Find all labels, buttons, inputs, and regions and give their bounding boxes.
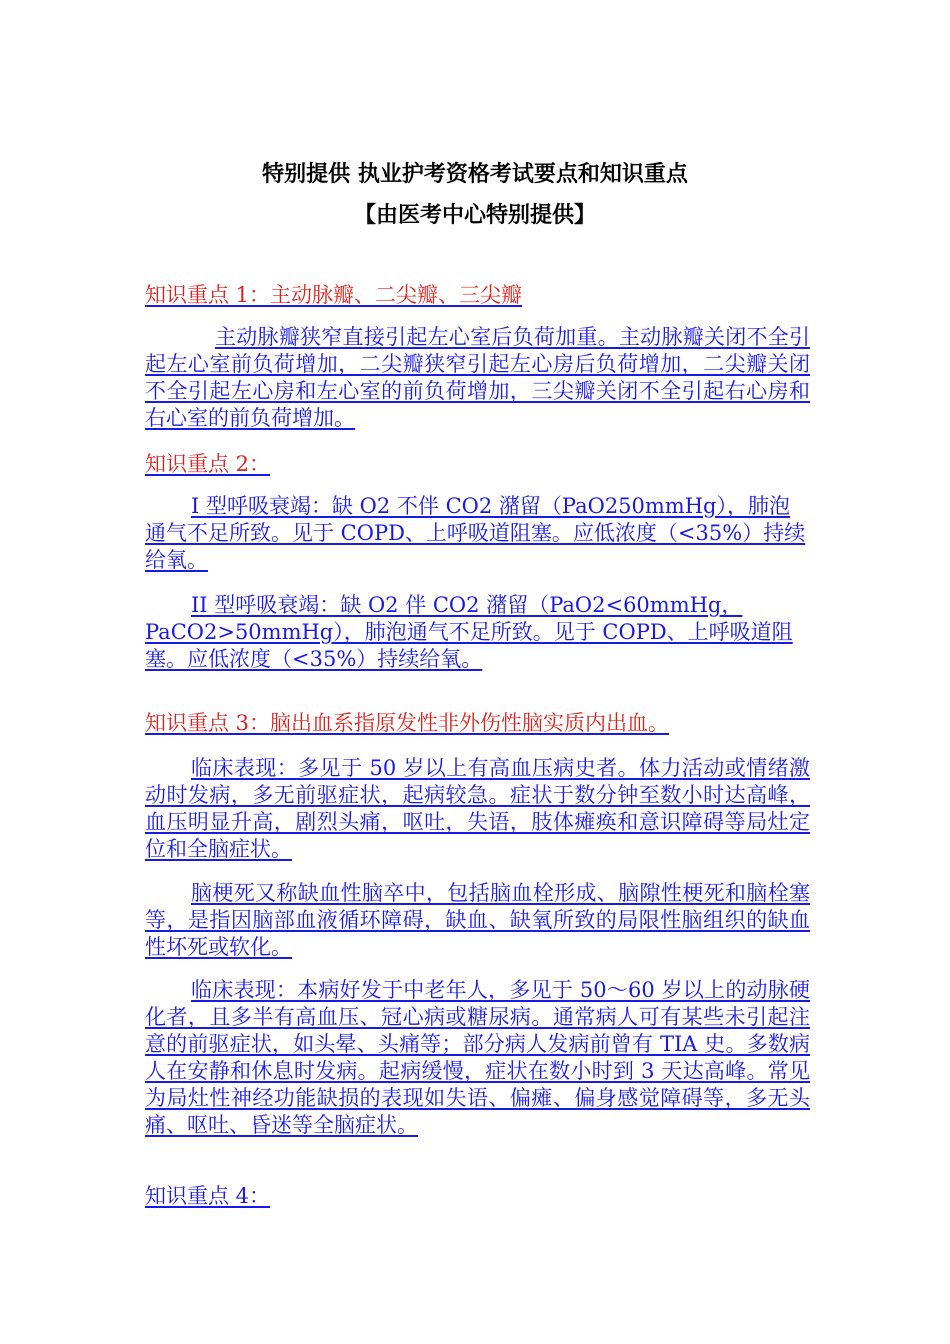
- section-2-heading[interactable]: 知识重点 2：: [145, 452, 271, 476]
- section-3-heading[interactable]: 知识重点 3：脑出血系指原发性非外伤性脑实质内出血。: [145, 711, 670, 735]
- section-3-paragraph-3[interactable]: 临床表现：本病好发于中老年人，多见于 50～60 岁以上的动脉硬化者，且多半有高血压、冠心病或糖尿病。通常病人可有某些未引起注意的前驱症状，如头晕、头痛等；部分病人发病前曾有 TIA 史。多数病人在安静和休息时发病。起病缓慢，症状在数小时到 3 天达高峰。常见为局灶性神经功能缺损的表现如失语、偏瘫、偏身感觉障碍等，多无头痛、呕吐、昏迷等全脑症状。: [145, 978, 810, 1137]
- section-3-paragraph-2[interactable]: 脑梗死又称缺血性脑卒中，包括脑血栓形成、脑隙性梗死和脑栓塞等，是指因脑部血液循环障碍，缺血、缺氧所致的局限性脑组织的缺血性坏死或软化。: [145, 881, 810, 959]
- page-title: 特别提供 执业护考资格考试要点和知识重点: [262, 162, 688, 187]
- section-2-paragraph-1[interactable]: I 型呼吸衰竭：缺 O2 不伴 CO2 潴留（PaO250mmHg），肺泡通气不足所致。见于 COPD、上呼吸道阻塞。应低浓度（<35%）持续给氧。: [145, 494, 806, 572]
- section-4-heading[interactable]: 知识重点 4：: [145, 1184, 271, 1208]
- section-2-paragraph-2[interactable]: II 型呼吸衰竭：缺 O2 伴 CO2 潴留（PaO2<60mmHg，PaCO2>50mmHg），肺泡通气不足所致。见于 COPD、上呼吸道阻塞。应低浓度（<35%）持续给氧。: [145, 593, 793, 671]
- section-1-paragraph[interactable]: 主动脉瓣狭窄直接引起左心室后负荷加重。主动脉瓣关闭不全引起左心室前负荷增加，二尖瓣狭窄引起左心房后负荷增加，二尖瓣关闭不全引起左心房和左心室的前负荷增加，三尖瓣关闭不全引起右心房和右心室的前负荷增加。: [145, 325, 810, 430]
- section-1-heading[interactable]: 知识重点 1：主动脉瓣、二尖瓣、三尖瓣: [145, 283, 523, 307]
- section-3-paragraph-1[interactable]: 临床表现：多见于 50 岁以上有高血压病史者。体力活动或情绪激动时发病，多无前驱症状，起病较急。症状于数分钟至数小时达高峰，血压明显升高，剧烈头痛，呕吐，失语，肢体瘫痪和意识障碍等局灶定位和全脑症状。: [145, 756, 810, 861]
- page-subtitle: 【由医考中心特别提供】: [353, 203, 596, 228]
